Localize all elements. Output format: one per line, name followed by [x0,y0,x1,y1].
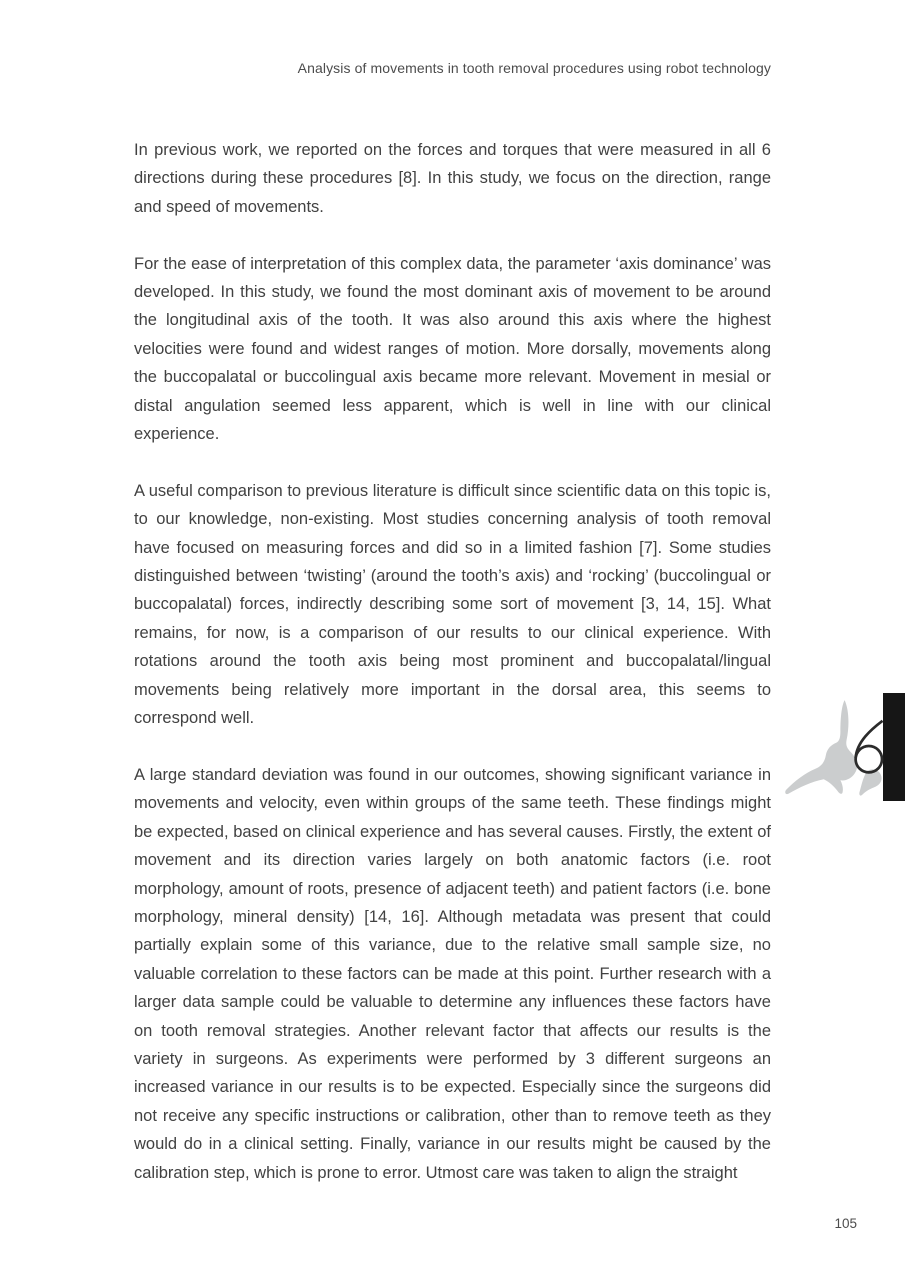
paragraph: For the ease of interpretation of this complex data, the parameter ‘axis dominance’ was developed. In this study, we found the most dominant axis of movement to be around the longitudinal axis of the tooth. It was also around this axis where the highest velocities were found and widest ranges of motion. More dorsally, movements along the buccopalatal or buccolingual axis became more relevant. Movement in mesial or distal angulation seemed less apparent, which is well in line with our clinical experience. [134,254,771,444]
body-text [134,136,771,1215]
paragraph: A large standard deviation was found in our outcomes, showing significant variance in movements and velocity, even within groups of the same teeth. These findings might be expected, based on clinical experience and has several causes. Firstly, the extent of movement and its direction varies largely on both anatomic factors (i.e. root morphology, amount of roots, presence of adjacent teeth) and patient factors (i.e. bone morphology, mineral density) [14, 16]. Although metadata was present that could partially explain some of this variance, due to the relative small sample size, no valuable correlation to these factors can be made at this point. Further research with a larger data sample could be valuable to determine any influences these factors have on tooth removal strategies. Another relevant factor that affects our results is the variety in surgeons. As experiments were performed by 3 different surgeons an increased variance in our results is to be expected. Especially since the surgeons did not receive any specific instructions or calibration, other than to remove teeth as they would do in a clinical setting. Finally, variance in our results might be caused by the calibration step, which is prone to error. Utmost care was taken to align the straight [134,765,771,1182]
chapter-tab [883,693,905,801]
page-number: 105 [834,1216,857,1231]
running-header-title: Analysis of movements in tooth removal procedures using robot technology [297,60,771,76]
chapter-number [852,719,886,775]
paragraph: In previous work, we reported on the forces and torques that were measured in all 6 directions during these procedures [8]. In this study, we focus on the direction, range and speed of movements. [134,141,771,216]
paragraph: A useful comparison to previous literature is difficult since scientific data on this topic is, to our knowledge, non-existing. Most studies concerning analysis of tooth removal have focused on measuring forces and did so in a limited fashion [7]. Some studies distinguished between ‘twisting’ (around the tooth’s axis) and ‘rocking’ (buccolingual or buccopalatal) forces, indirectly describing some sort of movement [3, 14, 15]. What remains, for now, is a comparison of our results to our clinical experience. With rotations around the tooth axis being most prominent and buccopalatal/lingual movements being relatively more important in the dorsal area, this seems to correspond well. [134,481,771,728]
chapter-marker [770,690,905,815]
